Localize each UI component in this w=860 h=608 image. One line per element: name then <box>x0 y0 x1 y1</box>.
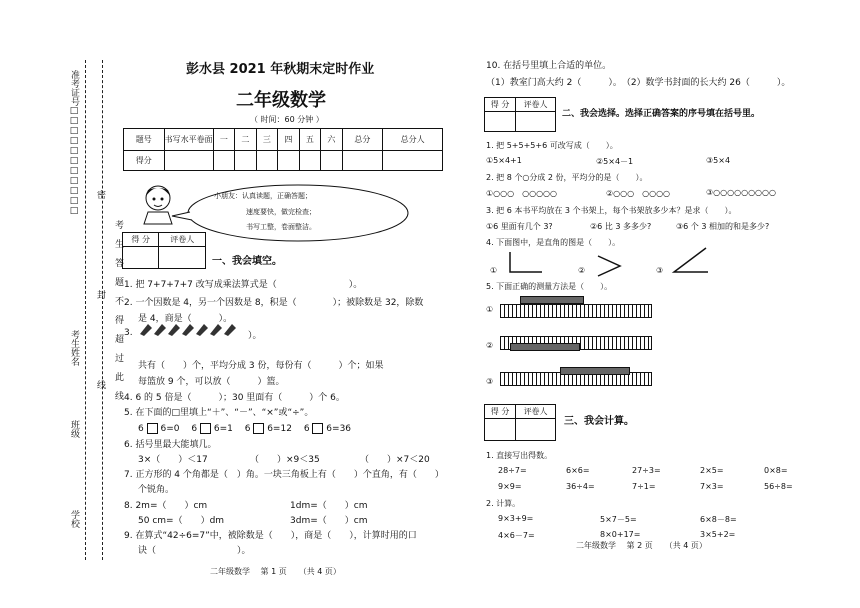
grader-score-cell[interactable] <box>123 247 159 269</box>
grader-score-cell[interactable] <box>485 112 516 132</box>
question-2a: 2. 一个因数是 4，另一个因数是 8，积是（ ）；被除数是 32，除数 <box>124 298 424 308</box>
pencil-icon <box>510 343 580 351</box>
question-2b: 是 4，商是（ ）。 <box>138 314 233 324</box>
question-5-items: 6 6=0 6 6=1 6 6=12 6 6=36 <box>138 424 352 434</box>
question-8d: 3dm=（ ）cm <box>290 516 368 526</box>
question-4: 4. 6 的 5 倍是（ ）；30 里面有（ ）个 6。 <box>124 393 345 403</box>
calc-item: 6×8－8= <box>700 515 737 524</box>
calc-item: 28÷7= <box>498 466 527 475</box>
choice-2-opt-3[interactable]: ③○○○○○○○○○ <box>706 188 776 197</box>
score-cell[interactable] <box>213 151 235 171</box>
page-1-footer: 二年级数学 第 1 页 （共 4 页） <box>210 567 341 576</box>
section-3-title: 三、我会计算。 <box>564 416 634 427</box>
calc-item: 27÷3= <box>632 466 661 475</box>
grader-name-cell[interactable] <box>516 419 556 441</box>
question-1: 1. 把 7+7+7+7 改写成乘法算式是（ ）。 <box>124 280 363 290</box>
question-3-close: ）。 <box>248 331 262 341</box>
score-header: 二 <box>235 129 257 151</box>
calc-2: 2. 计算。 <box>486 499 521 508</box>
calc-item: 4×6－7= <box>498 531 535 540</box>
calc-item: 9×3+9= <box>498 514 534 523</box>
calc-item: 56÷8= <box>764 482 793 491</box>
score-cell[interactable] <box>164 151 213 171</box>
score-cell[interactable] <box>321 151 343 171</box>
score-header: 一 <box>213 129 235 151</box>
score-cell[interactable] <box>299 151 321 171</box>
score-header: 书写水平卷面 <box>164 129 213 151</box>
choice-3: 3. 把 6 本书平均放在 3 个书架上，每个书架放多少本？是求（ ）。 <box>486 206 737 215</box>
operator-box[interactable] <box>253 423 264 434</box>
choice-5-opt-3[interactable]: ③ <box>486 377 494 386</box>
seal-label-mi: 密 <box>95 190 105 199</box>
question-8a: 8. 2m=（ ）cm <box>124 501 208 511</box>
student-name-label: 考生姓名 <box>69 330 79 366</box>
calc-item: 7×3= <box>700 482 724 491</box>
choice-1-opt-3[interactable]: ③5×4 <box>706 156 731 165</box>
choice-1-opt-2[interactable]: ②5×4－1 <box>596 157 634 166</box>
grader-name-cell[interactable] <box>159 247 206 269</box>
section-2-title: 二、我会选择。选择正确答案的序号填在括号里。 <box>562 109 761 119</box>
grader-box-3 <box>484 404 556 441</box>
exam-time: （ 时间：60 分钟 ） <box>250 115 324 124</box>
question-5: 5. 在下面的□里填上“＋”、“－”、“×”或“÷”。 <box>124 408 314 418</box>
score-cell[interactable] <box>256 151 278 171</box>
question-8c: 50 cm=（ ）dm <box>138 516 225 526</box>
calc-item: 9×9= <box>498 482 522 491</box>
choice-3-opt-2[interactable]: ②6 比 3 多多少? <box>590 222 652 231</box>
question-10a: （1）教室门高大约 2（ ）。 （2）数学书封面的长大约 26（ ）。 <box>486 78 791 88</box>
no-answer-warning: 考生答题不得超过此线 <box>113 220 123 410</box>
choice-2-opt-2[interactable]: ②○○○ ○○○○ <box>606 189 671 198</box>
score-header: 题号 <box>124 129 165 151</box>
acute-angle-shape <box>594 252 624 278</box>
score-cell[interactable] <box>278 151 300 171</box>
grader-box-2 <box>484 97 556 132</box>
choice-2-opt-1[interactable]: ①○○○ ○○○○○ <box>486 189 558 198</box>
choice-1: 1. 把 5+5+5+6 可改写成（ ）。 <box>486 141 618 150</box>
calc-item: 2×5= <box>700 466 724 475</box>
score-cell[interactable] <box>342 151 383 171</box>
pencil-icon <box>560 367 630 375</box>
question-7a: 7. 正方形的 4 个角都是（ ）角。一块三角板上有（ ）个直角，有（ ） <box>124 470 444 480</box>
seal-line <box>85 60 86 560</box>
grader-name-label: 评卷人 <box>516 405 556 419</box>
exam-title: 彭水县 2021 年秋期末定时作业 <box>186 62 375 77</box>
choice-5-opt-1[interactable]: ① <box>486 305 494 314</box>
operator-box[interactable] <box>200 423 211 434</box>
calc-item: 8×0+17= <box>600 530 641 539</box>
choice-5: 5. 下面正确的测量方法是（ ）。 <box>486 282 613 291</box>
question-8b: 1dm=（ ）cm <box>290 501 368 511</box>
choice-4-opt-1[interactable]: ① <box>490 266 498 275</box>
seal-label-xian: 线 <box>95 380 105 389</box>
grader-name-label: 评卷人 <box>516 98 556 112</box>
grader-score-label: 得 分 <box>123 233 159 247</box>
question-9a: 9. 在算式“42÷6=7”中，被除数是（ ），商是（ ），计算时用的口 <box>124 531 417 541</box>
seal-line-inner <box>102 60 103 560</box>
choice-3-opt-3[interactable]: ③6 个 3 相加的和是多少? <box>676 222 770 231</box>
bubble-line-2: 速度要快，做完检查； <box>246 208 316 216</box>
question-9b: 诀（ ）。 <box>138 546 251 556</box>
question-6: 6. 括号里最大能填几。 <box>124 440 217 450</box>
shuttlecock-icons <box>138 322 246 338</box>
score-cell[interactable] <box>383 151 443 171</box>
choice-2: 2. 把 8 个○分成 2 份，平均分的是（ ）。 <box>486 173 648 182</box>
question-3-number: 3. <box>124 328 133 338</box>
choice-1-opt-1[interactable]: ①5×4+1 <box>486 156 522 165</box>
calc-1: 1. 直接写出得数。 <box>486 451 553 460</box>
ruler-icon <box>500 304 652 318</box>
operator-box[interactable] <box>147 423 158 434</box>
score-header: 五 <box>299 129 321 151</box>
score-header: 总分 <box>342 129 383 151</box>
choice-5-opt-2[interactable]: ② <box>486 341 494 350</box>
bubble-line-1: 小朋友：认真读题，正确答题； <box>214 192 312 200</box>
bubble-line-3: 书写工整，卷面整洁。 <box>246 223 316 231</box>
score-cell[interactable] <box>235 151 257 171</box>
question-7b: 个锐角。 <box>138 485 175 495</box>
class-label: 班级 <box>69 420 79 438</box>
question-6-item-3: （ ）×7＜20 <box>360 455 430 465</box>
grader-name-cell[interactable] <box>516 112 556 132</box>
calc-item: 36÷4= <box>566 482 595 491</box>
school-label: 学校 <box>69 510 79 528</box>
obtuse-angle-shape <box>670 246 710 276</box>
choice-4: 4. 下面图中，是直角的图是（ ）。 <box>486 238 621 247</box>
score-header: 四 <box>278 129 300 151</box>
grader-name-label: 评卷人 <box>159 233 206 247</box>
grader-score-label: 得 分 <box>485 405 516 419</box>
grader-box-1 <box>122 232 206 269</box>
calc-item: 0×8= <box>764 466 788 475</box>
subject-title: 二年级数学 <box>236 90 326 111</box>
question-6-item-1: 3×（ ）＜17 <box>138 455 208 465</box>
right-angle-shape <box>506 250 546 276</box>
score-header: 六 <box>321 129 343 151</box>
question-10: 10. 在括号里填上合适的单位。 <box>486 61 612 71</box>
seal-label-feng: 封 <box>95 290 105 299</box>
calc-item: 6×6= <box>566 466 590 475</box>
calc-item: 5×7－5= <box>600 515 637 524</box>
choice-4-opt-2[interactable]: ② <box>578 266 586 275</box>
exam-no-label: 准考证号□□□□□□□□□□□ <box>69 70 79 216</box>
score-table <box>123 128 443 171</box>
section-1-title: 一、我会填空。 <box>212 256 282 267</box>
grader-score-label: 得 分 <box>485 98 516 112</box>
calc-item: 3×5+2= <box>700 530 736 539</box>
question-3b: 共有（ ）个，平均分成 3 份，每份有（ ）个；如果 <box>138 361 384 371</box>
calc-item: 7÷1= <box>632 482 656 491</box>
score-header: 三 <box>256 129 278 151</box>
score-header: 总分人 <box>383 129 443 151</box>
operator-box[interactable] <box>312 423 323 434</box>
pencil-icon <box>520 296 584 304</box>
choice-3-opt-1[interactable]: ①6 里面有几个 3? <box>486 222 553 231</box>
page-2-footer: 二年级数学 第 2 页 （共 4 页） <box>576 541 707 550</box>
score-row-label: 得分 <box>124 151 165 171</box>
choice-4-opt-3[interactable]: ③ <box>656 266 664 275</box>
question-6-item-2: （ ）×9＜35 <box>250 455 320 465</box>
question-3c: 每篮放 9 个，可以放（ ）篮。 <box>138 377 285 387</box>
grader-score-cell[interactable] <box>485 419 516 441</box>
